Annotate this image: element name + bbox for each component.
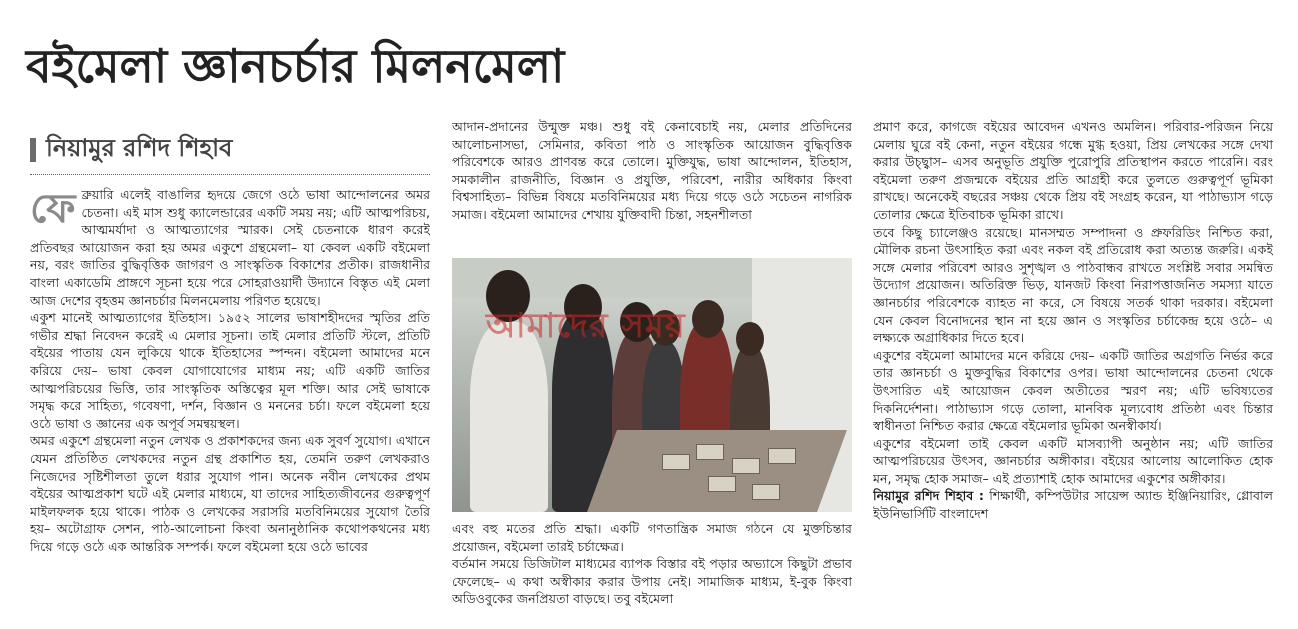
photo-person-head: [692, 300, 724, 338]
author-note: [873, 487, 1273, 522]
byline-bar: [30, 138, 36, 162]
photo-book: [708, 476, 736, 492]
photo-book: [662, 454, 690, 470]
photo-person-head: [736, 322, 764, 356]
photo-book: [768, 448, 796, 464]
photo-book: [696, 444, 724, 460]
photo-book: [752, 484, 780, 500]
paragraph-5: এবং বহু মতের প্রতি শ্রদ্ধা। একটি গণতান্ত্রিক সমাজ গঠনে যে মুক্তচিন্তার প্রয়োজন, বইমেলা তারই চর্চাক্ষেত্র।: [452, 521, 852, 554]
photo-book-table: [587, 430, 847, 512]
column-2-bottom: [452, 520, 852, 626]
paragraph-1: [30, 186, 430, 309]
paragraph-3: অমর একুশে গ্রন্থমেলা নতুন লেখক ও প্রকাশকদের জন্য এক সুবর্ণ সুযোগ। এখানে যেমন প্রতিষ্ঠিত লেখকদের নতুন গ্রন্থ প্রকাশিত হয়, তেমনি তরুণ লেখকরাও নিজেদের সৃষ্টিশীলতা তুলে ধরার সুযোগ পান। অনেক নবীন লেখকের প্রথম বইয়ের আত্মপ্রকাশ ঘটে এই মেলার মাধ্যমে, যা তাদের সাহিত্যজীবনের গুরুত্বপূর্ণ মাইলফলক হয়ে থাকে। পাঠক ও লেখকের সরাসরি মতবিনিময়ের সুযোগ তৈরি হয়– অটোগ্রাফ সেশন, পাঠ-আলোচনা কিংবা অনানুষ্ঠানিক কথোপকথনের মধ্য দিয়ে গড়ে ওঠে এক আন্তরিক সম্পর্ক। ফলে বইমেলা হয়ে ওঠে ভাবের: [30, 433, 430, 554]
paragraph-9: একুশের বইমেলা আমাদের মনে করিয়ে দেয়– একটি জাতির অগ্রগতি নির্ভর করে তার জ্ঞানচর্চা ও মুক্তবুদ্ধির বিকাশের ওপর। ভাষা আন্দোলনের চেতনা থেকে উৎসারিত এই আয়োজন কেবল অতীতের স্মরণ নয়; এটি ভবিষ্যতের দিকনির্দেশনা। পাঠাভ্যাস গড়ে তোলা, মানবিক মূল্যবোধ প্রতিষ্ঠা এবং চিন্তার স্বাধীনতা নিশ্চিত করার ক্ষেত্রে বইমেলার ভূমিকা অনস্বীকার্য।: [873, 347, 1273, 434]
paragraph-1-text: ব্রুয়ারি এলেই বাঙালির হৃদয়ে জেগে ওঠে ভাষা আন্দোলনের অমর চেতনা। এই মাস শুধু ক্যালেন্ডারের একটি সময় নয়; এটি আত্মপরিচয়, আত্মমর্যাদা ও আত্মত্যাগের স্মারক। সেই চেতনাকে ধারণ করেই প্রতিবছর আয়োজন করা হয় অমর একুশে গ্রন্থমেলা– যা কেবল একটি বইমেলা নয়, বরং জাতির বুদ্ধিবৃত্তিক জাগরণ ও সাংস্কৃতিক বিকাশের প্রতীক। রাজধানীর বাংলা একাডেমি প্রাঙ্গণে সূচনা হয়ে পরে সোহরাওয়ার্দী উদ্যানে বিস্তৃত এই মেলা আজ দেশের বৃহত্তম জ্ঞানচর্চার মিলনমেলায় পরিণত হয়েছে।: [30, 187, 430, 308]
column-2-top: [452, 118, 852, 250]
paragraph-10: একুশের বইমেলা তাই কেবল একটি মাসব্যাপী অনুষ্ঠান নয়; এটি জাতির আত্মপরিচয়ের উৎসব, জ্ঞানচর্চার অঙ্গীকার। বইয়ের আলোয় আলোকিত হোক মন, সমৃদ্ধ হোক সমাজ– এই প্রত্যাশাই হোক আমাদের একুশের অঙ্গীকার।: [873, 435, 1273, 486]
article-photo: [452, 258, 852, 512]
byline: [30, 130, 410, 170]
byline-divider: [30, 174, 430, 175]
drop-cap: ফে: [30, 186, 76, 232]
column-3: [873, 118, 1273, 626]
author-note-name: নিয়ামুর রশিদ শিহাব :: [873, 488, 984, 504]
headline: বইমেলা জ্ঞানচর্চার মিলনমেলা: [26, 39, 565, 93]
photo-watermark: আমাদের সময়: [486, 306, 686, 346]
paragraph-4: আদান-প্রদানের উন্মুক্ত মঞ্চ। শুধু বই কেনাবেচাই নয়, মেলার প্রতিদিনের আলোচনাসভা, সেমিনার, কবিতা পাঠ ও সাংস্কৃতিক আয়োজন বুদ্ধিবৃত্তিক পরিবেশকে আরও প্রাণবন্ত করে তোলে। মুক্তিযুদ্ধ, ভাষা আন্দোলন, ইতিহাস, সমকালীন রাজনীতি, বিজ্ঞান ও প্রযুক্তি, পরিবেশ, নারীর অধিকার কিংবা বিশ্বসাহিত্য– বিভিন্ন বিষয়ে মতবিনিময়ের মধ্য দিয়ে গড়ে ওঠে সচেতন নাগরিক সমাজ। বইমেলা আমাদের শেখায় যুক্তিবাদী চিন্তা, সহনশীলতা: [452, 119, 852, 222]
column-1: [30, 186, 430, 626]
paragraph-8: তবে কিছু চ্যালেঞ্জও রয়েছে। মানসম্মত সম্পাদনা ও প্রুফরিডিং নিশ্চিত করা, মৌলিক রচনা উৎসাহিত করা এবং নকল বই প্রতিরোধ করা অত্যন্ত জরুরি। একই সঙ্গে মেলার পরিবেশ আরও সুশৃঙ্খল ও পাঠবান্ধব রাখতে সংশ্লিষ্ট সবার সমন্বিত উদ্যোগ প্রয়োজন। অতিরিক্ত ভিড়, যানজট কিংবা নিরাপত্তাজনিত সমস্যা যাতে জ্ঞানচর্চার পরিবেশকে ব্যাহত না করে, সে বিষয়ে সতর্ক থাকা দরকার। বইমেলা যেন কেবল বিনোদনের স্থান না হয়ে জ্ঞান ও সংস্কৃতির চর্চাকেন্দ্র হয়ে ওঠে– এ লক্ষ্যকে অগ্রাধিকার দিতে হবে।: [873, 224, 1273, 346]
paragraph-6: বর্তমান সময়ে ডিজিটাল মাধ্যমের ব্যাপক বিস্তার বই পড়ার অভ্যাসে কিছুটা প্রভাব ফেলেছে– এ কথা অস্বীকার করার উপায় নেই। সামাজিক মাধ্যম, ই-বুক কিংবা অডিওবুকের জনপ্রিয়তা বাড়ছে। তবু বইমেলা: [452, 556, 852, 607]
author-note-desc: শিক্ষার্থী, কম্পিউটার সায়েন্স অ্যান্ড ইঞ্জিনিয়ারিং, গ্লোবাল ইউনিভার্সিটি বাংলাদেশ: [873, 488, 1273, 522]
byline-author: নিয়ামুর রশিদ শিহাব: [46, 134, 233, 162]
paragraph-2: একুশ মানেই আত্মত্যাগের ইতিহাস। ১৯৫২ সালের ভাষাশহীদদের স্মৃতির প্রতি গভীর শ্রদ্ধা নিবেদন করেই এ মেলার সূচনা। তাই মেলার প্রতিটি স্টলে, প্রতিটি বইয়ের পাতায় যেন লুকিয়ে থাকে ইতিহাসের স্পন্দন। বইমেলা আমাদের মনে করিয়ে দেয়– ভাষা কেবল যোগাযোগের মাধ্যম নয়; এটি একটি জাতির আত্মপরিচয়ের ভিত্তি, তার সাংস্কৃতিক অস্তিত্বের মূল শক্তি। আর সেই ভাষাকে সমৃদ্ধ করে সাহিত্য, গবেষণা, দর্শন, বিজ্ঞান ও মননের চর্চা। ফলে বইমেলা হয়ে ওঠে ভাষা ও জ্ঞানের এক অপূর্ব সমন্বয়স্থল।: [30, 310, 430, 431]
paragraph-7: প্রমাণ করে, কাগজে বইয়ের আবেদন এখনও অমলিন। পরিবার-পরিজন নিয়ে মেলায় ঘুরে বই কেনা, নতুন বইয়ের গন্ধে মুগ্ধ হওয়া, প্রিয় লেখকের সঙ্গে দেখা করার উচ্ছ্বাস– এসব অনুভূতি প্রযুক্তি পুরোপুরি প্রতিস্থাপন করতে পারেনি। বরং বইমেলা তরুণ প্রজন্মকে বইয়ের প্রতি আগ্রহী করে তুলতে গুরুত্বপূর্ণ ভূমিকা রাখছে। অনেকেই বছরের সঞ্চয় থেকে প্রিয় বই সংগ্রহ করেন, যা পাঠাভ্যাস গড়ে তোলার ক্ষেত্রে ইতিবাচক ভূমিকা রাখে।: [873, 119, 1273, 222]
photo-book: [732, 458, 760, 474]
